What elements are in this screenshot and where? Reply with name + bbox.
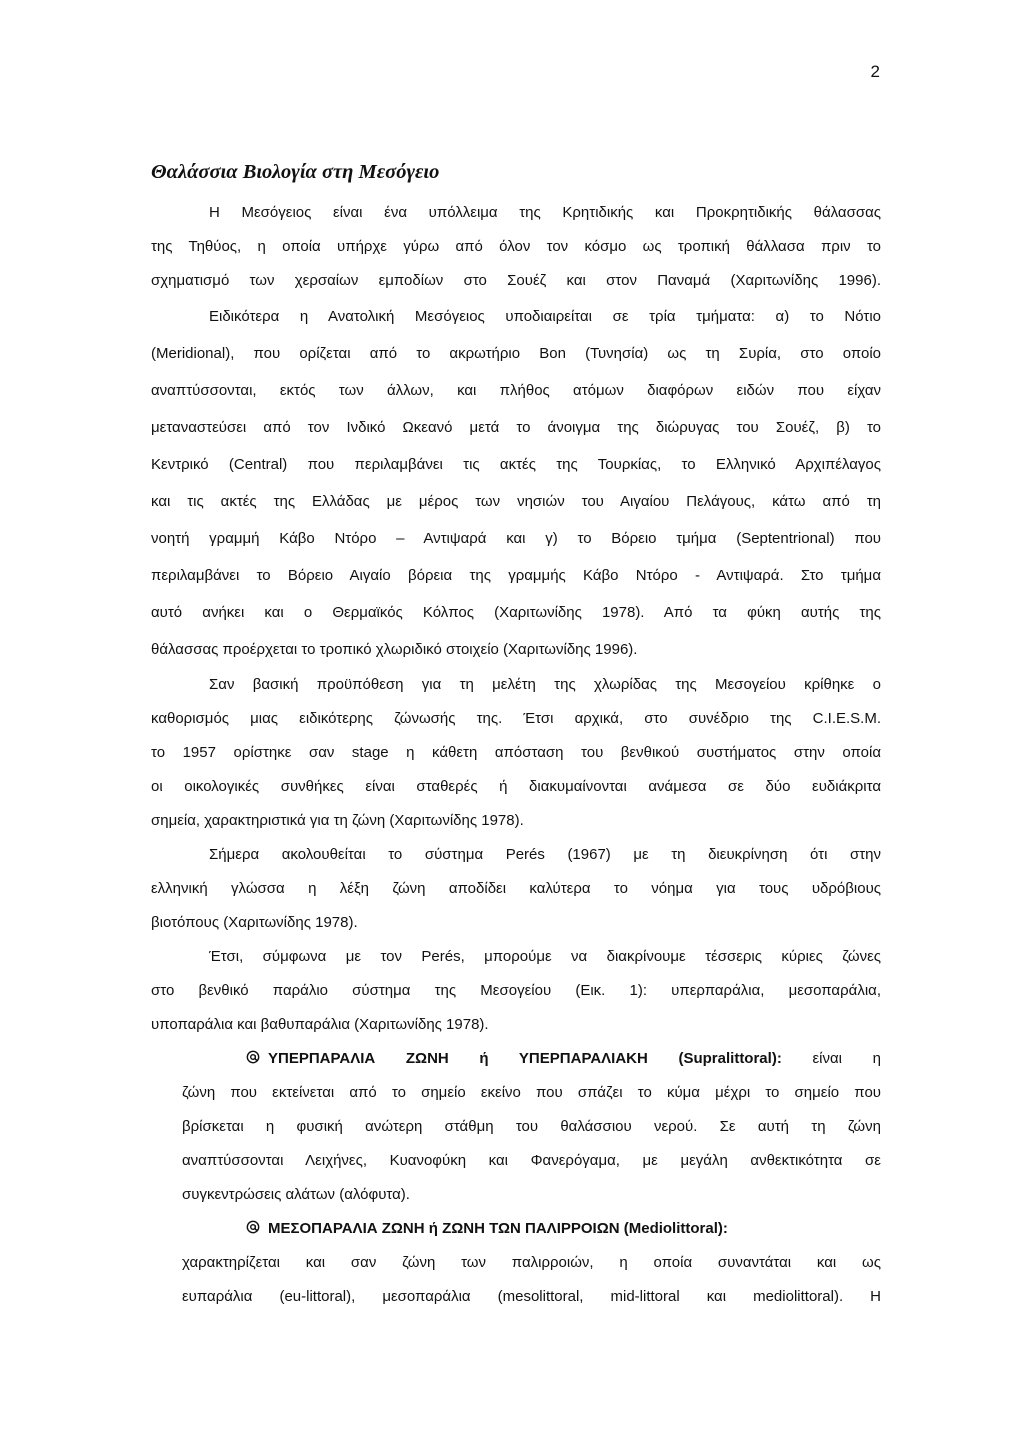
text-line: Η Μεσόγειος είναι ένα υπόλλειμα της Κρητιδικής και Προκρητιδικής θάλασσας	[209, 204, 881, 221]
text-line: στο βενθικό παράλιο σύστημα της Μεσογείου (Εικ. 1): υπερπαράλια, μεσοπαράλια,	[151, 982, 881, 999]
section-heading: Θαλάσσια Βιολογία στη Μεσόγειο	[151, 161, 440, 183]
text-line: Κεντρικό (Central) που περιλαμβάνει τις ακτές της Τουρκίας, το Ελληνικό Αρχιπέλαγος	[151, 456, 881, 473]
paragraph-peres-system	[151, 838, 881, 940]
text-line: Ειδικότερα η Ανατολική Μεσόγειος υποδιαιρείται σε τρία τμήματα: α) το Νότιο	[209, 308, 881, 325]
at-sign-icon	[246, 1050, 260, 1064]
text-line: ευπαράλια (eu-littoral), μεσοπαράλια (mesolittoral, mid-littoral και mediolittoral). Η	[182, 1288, 881, 1305]
zone-title: ΜΕΣΟΠΑΡΑΛΙΑ ΖΩΝΗ ή ΖΩΝΗ ΤΩΝ ΠΑΛΙΡΡΟΙΩΝ (Mediolittoral):	[268, 1220, 728, 1237]
text-line: Έτσι, σύμφωνα με τον Perés, μπορούμε να διακρίνουμε τέσσερις κύριες ζώνες	[209, 948, 881, 965]
text-line: Σήμερα ακολουθείται το σύστημα Perés (1967) με τη διευκρίνηση ότι στην	[209, 846, 881, 863]
paragraph-zonation	[151, 668, 881, 838]
text-line: σχηματισμό των χερσαίων εμποδίων στο Σουέζ και στον Παναμά (Χαριτωνίδης 1996).	[151, 272, 881, 289]
text-line: βιοτόπους (Χαριτωνίδης 1978).	[151, 914, 358, 931]
text-line: ελληνική γλώσσα η λέξη ζώνη αποδίδει καλύτερα το νόημα για τους υδρόβιους	[151, 880, 881, 897]
bullet-supralittoral	[151, 1042, 881, 1212]
text-line: ζώνη που εκτείνεται από το σημείο εκείνο που σπάζει το κύμα μέχρι το σημείο που	[182, 1084, 881, 1101]
text-line: αναπτύσσονται, εκτός των άλλων, και πλήθος ατόμων διαφόρων ειδών που είχαν	[151, 382, 881, 399]
text-line: Σαν βασική προϋπόθεση για τη μελέτη της χλωρίδας της Μεσογείου κρίθηκε ο	[209, 676, 881, 693]
text-line: οι οικολογικές συνθήκες είναι σταθερές ή διακυμαίνονται ανάμεσα σε δύο ευδιάκριτα	[151, 778, 881, 795]
text-line: αυτό ανήκει και ο Θερμαϊκός Κόλπος (Χαριτωνίδης 1978). Από τα φύκη αυτής της	[151, 604, 881, 621]
text-line: βρίσκεται η φυσική ανώτερη στάθμη του θαλάσσιου νερού. Σε αυτή τη ζώνη	[182, 1118, 881, 1135]
text-line	[182, 1212, 881, 1246]
text-line: περιλαμβάνει το Βόρειο Αιγαίο βόρεια της γραμμής Κάβο Ντόρο - Αντιψαρά. Στο τμήμα	[151, 567, 881, 584]
text-line: σημεία, χαρακτηριστικά για τη ζώνη (Χαριτωνίδης 1978).	[151, 812, 524, 829]
paragraph-tethys	[151, 196, 881, 298]
text-line: αναπτύσσονται Λειχήνες, Κυανοφύκη και Φανερόγαμα, με μεγάλη ανθεκτικότητα σε	[182, 1152, 881, 1169]
text-line: χαρακτηρίζεται και σαν ζώνη των παλιρροιών, η οποία συναντάται και ως	[182, 1254, 881, 1271]
paragraph-four-zones	[151, 940, 881, 1042]
text-line	[182, 1042, 881, 1076]
zone-title: ΥΠΕΡΠΑΡΑΛΙΑ ΖΩΝΗ ή ΥΠΕΡΠΑΡΑΛΙΑΚΗ (Supralittoral):	[268, 1050, 782, 1067]
text-line: μεταναστεύσει από τον Ινδικό Ωκεανό μετά το άνοιγμα της διώρυγας του Σουέζ, β) το	[151, 419, 881, 436]
page-number: 2	[870, 62, 880, 81]
text-line: καθορισμός μιας ειδικότερης ζώνωσής της. Έτσι αρχικά, στο συνέδριο της C.I.E.S.M.	[151, 710, 881, 727]
text-line: της Τηθύος, η οποία υπήρχε γύρω από όλον τον κόσμο ως τροπική θάλλασα πριν το	[151, 238, 881, 255]
text-line: (Meridional), που ορίζεται από το ακρωτήριο Bon (Τυνησία) ως τη Συρία, στο οποίο	[151, 345, 881, 362]
zone-title-rest: είναι η	[812, 1050, 881, 1067]
document-body	[151, 196, 881, 1314]
text-line: συγκεντρώσεις αλάτων (αλόφυτα).	[182, 1186, 410, 1203]
text-line: και τις ακτές της Ελλάδας με μέρος των νησιών του Αιγαίου Πελάγους, κάτω από τη	[151, 493, 881, 510]
text-line: το 1957 ορίστηκε σαν stage η κάθετη απόσταση του βενθικού συστήματος στην οποία	[151, 744, 881, 761]
text-line: υποπαράλια και βαθυπαράλια (Χαριτωνίδης 1978).	[151, 1016, 489, 1033]
text-line: νοητή γραμμή Κάβο Ντόρο – Αντιψαρά και γ) το Βόρειο τμήμα (Septentrional) που	[151, 530, 881, 547]
text-line: θάλασσας προέρχεται το τροπικό χλωριδικό στοιχείο (Χαριτωνίδης 1996).	[151, 641, 638, 658]
bullet-mediolittoral	[151, 1212, 881, 1314]
at-sign-icon	[246, 1220, 260, 1234]
paragraph-eastern-mediterranean	[151, 298, 881, 668]
